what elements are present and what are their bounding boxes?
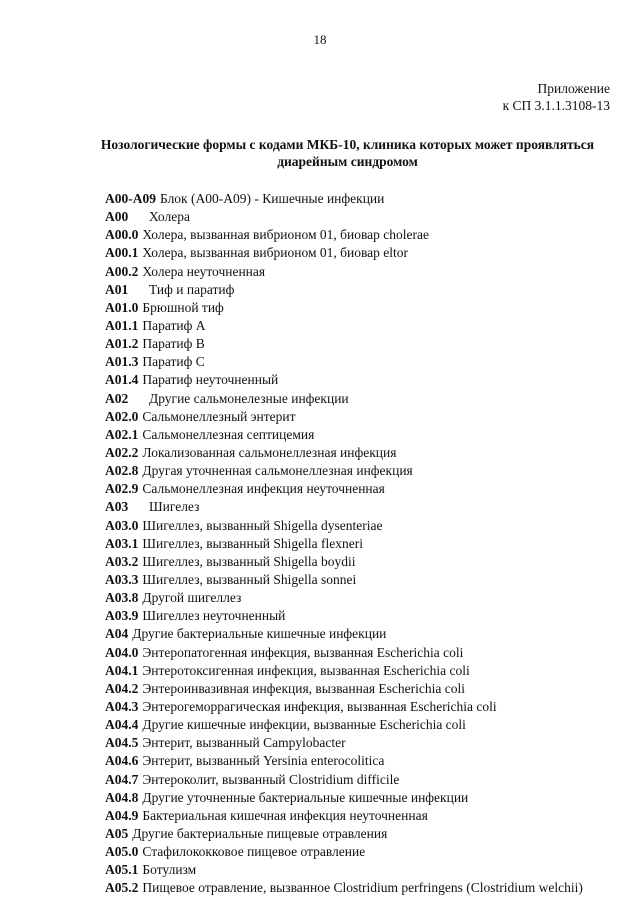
diagnosis-name: Шигелез bbox=[149, 499, 200, 515]
icd-code: A02.8 bbox=[105, 463, 139, 479]
list-item bbox=[105, 335, 625, 353]
icd-code: A04.9 bbox=[105, 807, 139, 823]
list-item bbox=[105, 426, 625, 444]
icd-code: A03.3 bbox=[105, 571, 139, 587]
list-item bbox=[105, 498, 625, 516]
diagnosis-name: Другие кишечные инфекции, вызванные Escherichia coli bbox=[142, 717, 466, 733]
diagnosis-name: Другие бактериальные кишечные инфекции bbox=[132, 626, 387, 642]
list-item bbox=[105, 716, 625, 734]
list-item bbox=[105, 299, 625, 317]
list-item bbox=[105, 226, 625, 244]
icd-code: A03.9 bbox=[105, 608, 139, 624]
icd-code: A02.0 bbox=[105, 408, 139, 424]
list-item bbox=[105, 843, 625, 861]
icd-code: A03.2 bbox=[105, 553, 139, 569]
diagnosis-name: Энтерит, вызванный Campylobacter bbox=[142, 735, 346, 751]
diagnosis-name: Шигеллез, вызванный Shigella sonnei bbox=[142, 571, 357, 587]
diagnosis-name: Тиф и паратиф bbox=[149, 281, 235, 297]
list-item bbox=[105, 607, 625, 625]
list-item bbox=[105, 553, 625, 571]
icd-code: A01.3 bbox=[105, 354, 139, 370]
list-item bbox=[105, 535, 625, 553]
list-item bbox=[105, 861, 625, 879]
list-item bbox=[105, 589, 625, 607]
icd-code: A01 bbox=[105, 281, 129, 297]
diagnosis-name: Другие уточненные бактериальные кишечные инфекции bbox=[142, 789, 469, 805]
diagnosis-name: Ботулизм bbox=[142, 862, 197, 878]
list-item bbox=[105, 462, 625, 480]
diagnosis-name: Энтеропатогенная инфекция, вызванная Escherichia coli bbox=[142, 644, 464, 660]
diagnosis-name: Локализованная сальмонеллезная инфекция bbox=[142, 444, 397, 460]
icd-code: A00.0 bbox=[105, 227, 139, 243]
diagnosis-name: Энтероколит, вызванный Clostridium difficile bbox=[142, 771, 400, 787]
list-item bbox=[105, 662, 625, 680]
icd-code: A05.1 bbox=[105, 862, 139, 878]
icd-code: A01.4 bbox=[105, 372, 139, 388]
icd-code: A04.3 bbox=[105, 698, 139, 714]
list-item bbox=[105, 680, 625, 698]
icd-code: A02 bbox=[105, 390, 129, 406]
diagnosis-name: Паратиф А bbox=[142, 317, 206, 333]
icd-code: A05.2 bbox=[105, 880, 139, 896]
diagnosis-name: Шигеллез неуточненный bbox=[142, 608, 286, 624]
diagnosis-name: Шигеллез, вызванный Shigella boydii bbox=[142, 553, 356, 569]
list-item bbox=[105, 698, 625, 716]
icd-code: A01.2 bbox=[105, 336, 139, 352]
icd-code: A04.4 bbox=[105, 717, 139, 733]
list-item bbox=[105, 281, 625, 299]
diagnosis-name: Другие бактериальные пищевые отравления bbox=[132, 825, 388, 841]
diagnosis-name: Холера, вызванная вибрионом 01, биовар eltor bbox=[142, 245, 409, 261]
icd-code: A04.2 bbox=[105, 680, 139, 696]
list-item bbox=[105, 625, 625, 643]
diagnosis-name: Брюшной тиф bbox=[142, 299, 224, 315]
diagnosis-name: Другие сальмонелезные инфекции bbox=[149, 390, 349, 406]
list-item bbox=[105, 263, 625, 281]
icd-code: A04.1 bbox=[105, 662, 139, 678]
icd-code: A00.1 bbox=[105, 245, 139, 261]
diagnosis-name: Сальмонеллезная септицемия bbox=[142, 426, 315, 442]
title-line-1: Нозологические формы с кодами МКБ-10, клиника которых может проявляться bbox=[100, 137, 595, 152]
diagnosis-name: Бактериальная кишечная инфекция неуточненная bbox=[142, 807, 428, 823]
diagnosis-name: Паратиф В bbox=[142, 336, 205, 352]
icd-code: A04.0 bbox=[105, 644, 139, 660]
list-item bbox=[105, 390, 625, 408]
diagnosis-name: Энтерогеморрагическая инфекция, вызванная Escherichia coli bbox=[142, 698, 497, 714]
icd-code: A04.8 bbox=[105, 789, 139, 805]
list-item bbox=[105, 825, 625, 843]
icd-code: A00-A09 bbox=[105, 191, 156, 206]
diagnosis-name: Стафилококковое пищевое отравление bbox=[142, 844, 366, 860]
icd-code: A05 bbox=[105, 825, 129, 841]
icd-code: A00.2 bbox=[105, 263, 139, 279]
icd-code: A03.8 bbox=[105, 590, 139, 606]
diagnosis-name: Холера, вызванная вибрионом 01, биовар cholerae bbox=[142, 227, 430, 243]
icd-code: A03.1 bbox=[105, 535, 139, 551]
list-item bbox=[105, 807, 625, 825]
diagnosis-name: Энтеротоксигенная инфекция, вызванная Escherichia coli bbox=[142, 662, 470, 678]
icd-code: A04.6 bbox=[105, 753, 139, 769]
list-item bbox=[105, 244, 625, 262]
list-item bbox=[105, 444, 625, 462]
appendix-header bbox=[503, 80, 610, 114]
list-item bbox=[105, 371, 625, 389]
page-number: 18 bbox=[313, 32, 327, 47]
list-item bbox=[105, 317, 625, 335]
diagnosis-name: Сальмонеллезная инфекция неуточненная bbox=[142, 481, 385, 497]
icd-code-list bbox=[105, 190, 625, 897]
diagnosis-name: Холера неуточненная bbox=[142, 263, 266, 279]
icd-code: A05.0 bbox=[105, 844, 139, 860]
icd-code: A03 bbox=[105, 499, 129, 515]
list-item bbox=[105, 408, 625, 426]
icd-code: A01.0 bbox=[105, 299, 139, 315]
diagnosis-name: Холера bbox=[149, 209, 190, 225]
diagnosis-name: Другая уточненная сальмонеллезная инфекция bbox=[142, 463, 413, 479]
title-line-2: диарейным синдромом bbox=[277, 154, 418, 169]
list-item bbox=[105, 190, 625, 208]
list-item bbox=[105, 734, 625, 752]
list-item bbox=[105, 480, 625, 498]
diagnosis-name: Паратиф С bbox=[142, 354, 205, 370]
icd-code: A02.2 bbox=[105, 444, 139, 460]
diagnosis-name: Шигеллез, вызванный Shigella dysenteriae bbox=[142, 517, 383, 533]
diagnosis-name: Другой шигеллез bbox=[142, 590, 242, 606]
diagnosis-name: Блок (А00-А09) - Кишечные инфекции bbox=[160, 191, 385, 206]
diagnosis-name: Сальмонеллезный энтерит bbox=[142, 408, 296, 424]
icd-code: A04 bbox=[105, 626, 129, 642]
list-item bbox=[105, 789, 625, 807]
document-title bbox=[95, 136, 600, 170]
diagnosis-name: Пищевое отравление, вызванное Clostridium perfringens (Clostridium welchii) bbox=[142, 880, 583, 896]
icd-code: A01.1 bbox=[105, 317, 139, 333]
list-item bbox=[105, 771, 625, 789]
list-item bbox=[105, 752, 625, 770]
diagnosis-name: Энтерит, вызванный Yersinia enterocolitica bbox=[142, 753, 385, 769]
diagnosis-name: Шигеллез, вызванный Shigella flexneri bbox=[142, 535, 363, 551]
list-item bbox=[105, 208, 625, 226]
appendix-reference: к СП 3.1.1.3108-13 bbox=[502, 98, 610, 113]
icd-code: A00 bbox=[105, 209, 129, 225]
list-item bbox=[105, 879, 625, 897]
list-item bbox=[105, 353, 625, 371]
icd-code: A04.5 bbox=[105, 735, 139, 751]
list-item bbox=[105, 644, 625, 662]
icd-code: A02.1 bbox=[105, 426, 139, 442]
list-item bbox=[105, 571, 625, 589]
icd-code: A04.7 bbox=[105, 771, 139, 787]
diagnosis-name: Паратиф неуточненный bbox=[142, 372, 279, 388]
icd-code: A03.0 bbox=[105, 517, 139, 533]
icd-code: A02.9 bbox=[105, 481, 139, 497]
appendix-label: Приложение bbox=[537, 81, 610, 96]
list-item bbox=[105, 517, 625, 535]
diagnosis-name: Энтероинвазивная инфекция, вызванная Escherichia coli bbox=[142, 680, 466, 696]
